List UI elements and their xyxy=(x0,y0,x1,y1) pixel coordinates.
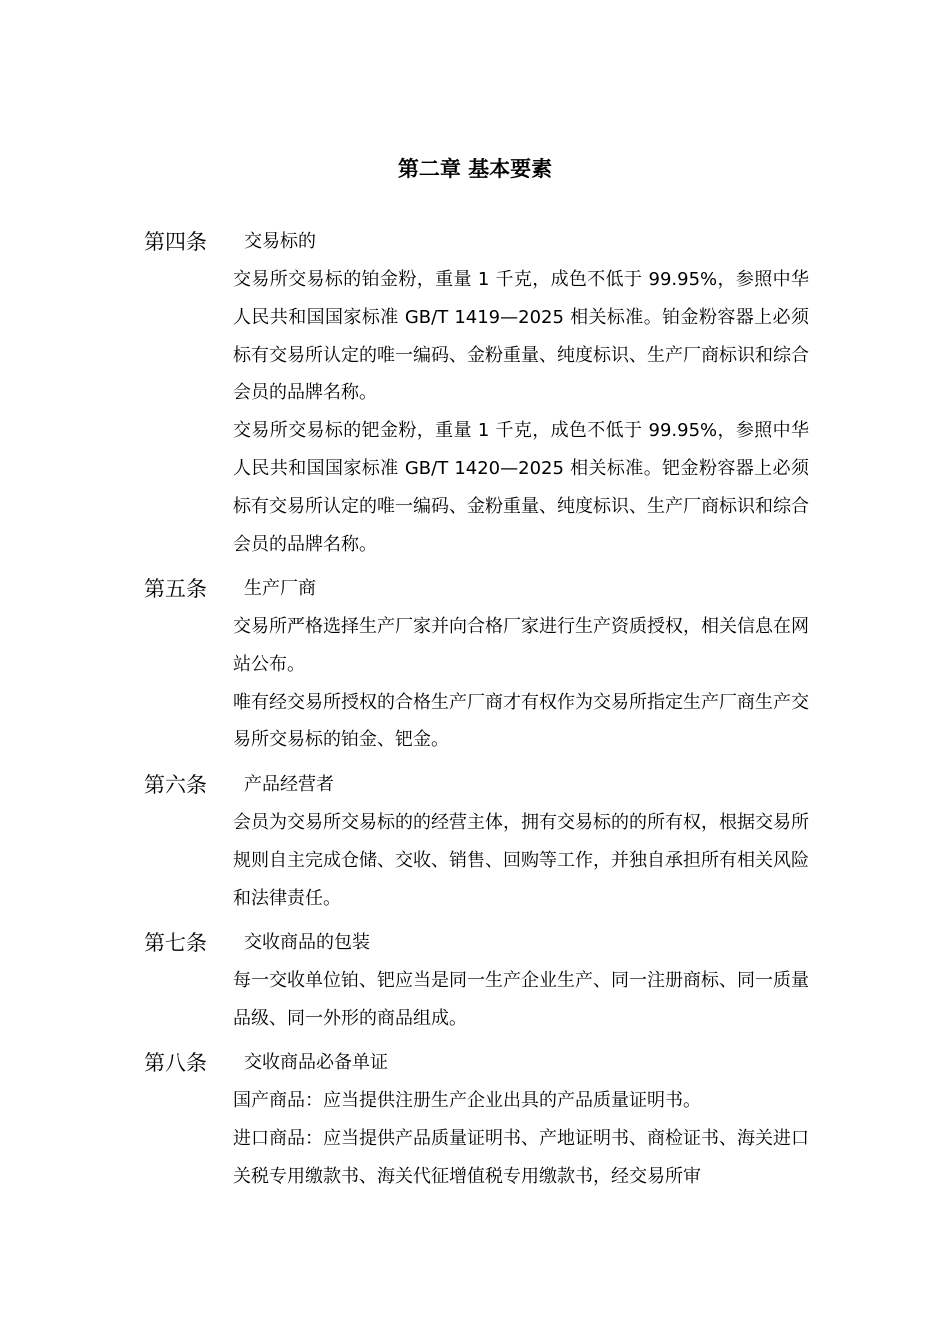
article-body xyxy=(233,608,809,759)
article-header xyxy=(0,223,950,261)
article-title: 交收商品必备单证 xyxy=(244,1052,388,1073)
article-number: 第六条 xyxy=(144,773,207,797)
article-title: 交易标的 xyxy=(244,231,316,252)
paragraph: 交易所交易标的铂金粉，重量 1 千克，成色不低于 99.95%，参照中华人民共和国国家标准 GB/T 1419—2025 相关标准。铂金粉容器上必须标有交易所认定的唯一编码、金粉重量、纯度标识、生产厂商标识和综合会员的品牌名称。 xyxy=(233,269,809,404)
article-title: 生产厂商 xyxy=(244,578,316,599)
article-5 xyxy=(0,570,950,759)
article-number: 第八条 xyxy=(144,1051,207,1075)
article-body xyxy=(233,261,809,563)
article-header xyxy=(0,766,950,804)
article-body xyxy=(233,1082,809,1195)
article-body xyxy=(233,962,809,1038)
article-number: 第七条 xyxy=(144,931,207,955)
article-4 xyxy=(0,223,950,563)
paragraph: 会员为交易所交易标的的经营主体，拥有交易标的的所有权，根据交易所规则自主完成仓储、交收、销售、回购等工作，并独自承担所有相关风险和法律责任。 xyxy=(233,812,809,909)
paragraph: 交易所严格选择生产厂家并向合格厂家进行生产资质授权，相关信息在网站公布。 xyxy=(233,616,809,675)
paragraph: 进口商品：应当提供产品质量证明书、产地证明书、商检证书、海关进口关税专用缴款书、海关代征增值税专用缴款书，经交易所审 xyxy=(233,1127,809,1187)
article-6 xyxy=(0,766,950,917)
paragraph: 交易所交易标的钯金粉，重量 1 千克，成色不低于 99.95%，参照中华人民共和国国家标准 GB/T 1420—2025 相关标准。钯金粉容器上必须标有交易所认定的唯一编码、金粉重量、纯度标识、生产厂商标识和综合会员的品牌名称。 xyxy=(233,420,809,555)
paragraph: 国产商品：应当提供注册生产企业出具的产品质量证明书。 xyxy=(233,1090,701,1111)
article-body xyxy=(233,804,809,917)
article-header xyxy=(0,570,950,608)
article-number: 第五条 xyxy=(144,577,207,601)
article-title: 交收商品的包装 xyxy=(244,932,370,953)
article-header xyxy=(0,1044,950,1082)
article-header xyxy=(0,924,950,962)
article-8 xyxy=(0,1044,950,1195)
article-number: 第四条 xyxy=(144,230,207,254)
article-title: 产品经营者 xyxy=(244,774,334,795)
chapter-title: 第二章 基本要素 xyxy=(397,157,553,181)
article-7 xyxy=(0,924,950,1038)
paragraph: 每一交收单位铂、钯应当是同一生产企业生产、同一注册商标、同一质量品级、同一外形的商品组成。 xyxy=(233,970,809,1029)
paragraph: 唯有经交易所授权的合格生产厂商才有权作为交易所指定生产厂商生产交易所交易标的铂金、钯金。 xyxy=(233,691,809,751)
